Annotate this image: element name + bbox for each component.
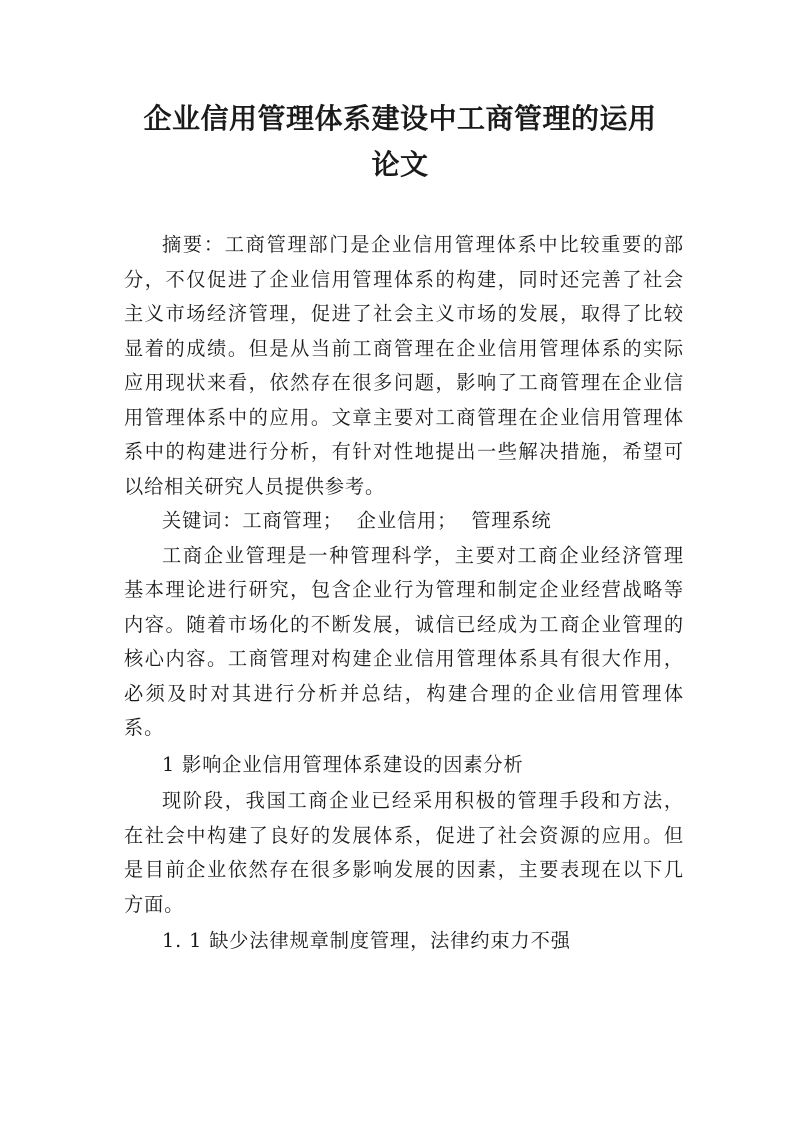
keywords-label: 关键词：	[162, 509, 243, 532]
title-line-1: 企业信用管理体系建设中工商管理的运用	[143, 102, 657, 135]
keyword-item: 工商管理；	[242, 509, 343, 532]
document-title	[100, 96, 700, 188]
keyword-item: 管理系统	[471, 509, 552, 532]
abstract-label: 摘要：	[162, 233, 225, 256]
keywords-paragraph	[124, 504, 684, 539]
intro-paragraph: 工商企业管理是一种管理科学，主要对工商企业经济管理基本理论进行研究，包含企业行为管理和制定企业经营战略等内容。随着市场化的不断发展，诚信已经成为工商企业管理的核心内容。工商管理对构建企业信用管理体系具有很大作用，必须及时对其进行分析并总结，构建合理的企业信用管理体系。	[124, 543, 684, 739]
section-1-paragraph: 现阶段，我国工商企业已经采用积极的管理手段和方法，在社会中构建了良好的发展体系，促进了社会资源的应用。但是目前企业依然存在很多影响发展的因素，主要表现在以下几方面。	[124, 789, 684, 916]
document-body	[124, 228, 684, 961]
title-line-2: 论文	[371, 148, 429, 181]
section-1-1-heading: 1. 1 缺少法律规章制度管理，法律约束力不强	[162, 929, 571, 952]
keyword-item: 企业信用；	[356, 509, 458, 532]
abstract-text: 工商管理部门是企业信用管理体系中比较重要的部分，不仅促进了企业信用管理体系的构建，同时还完善了社会主义市场经济管理，促进了社会主义市场的发展，取得了比较显着的成绩。但是从当前工商管理在企业信用管理体系的实际应用现状来看，依然存在很多问题，影响了工商管理在企业信用管理体系中的应用。文章主要对工商管理在企业信用管理体系中的构建进行分析，有针对性地提出一些解决措施，希望可以给相关研究人员提供参考。	[124, 233, 684, 498]
abstract-paragraph	[124, 228, 684, 504]
section-1-heading: 1 影响企业信用管理体系建设的因素分析	[162, 752, 524, 776]
